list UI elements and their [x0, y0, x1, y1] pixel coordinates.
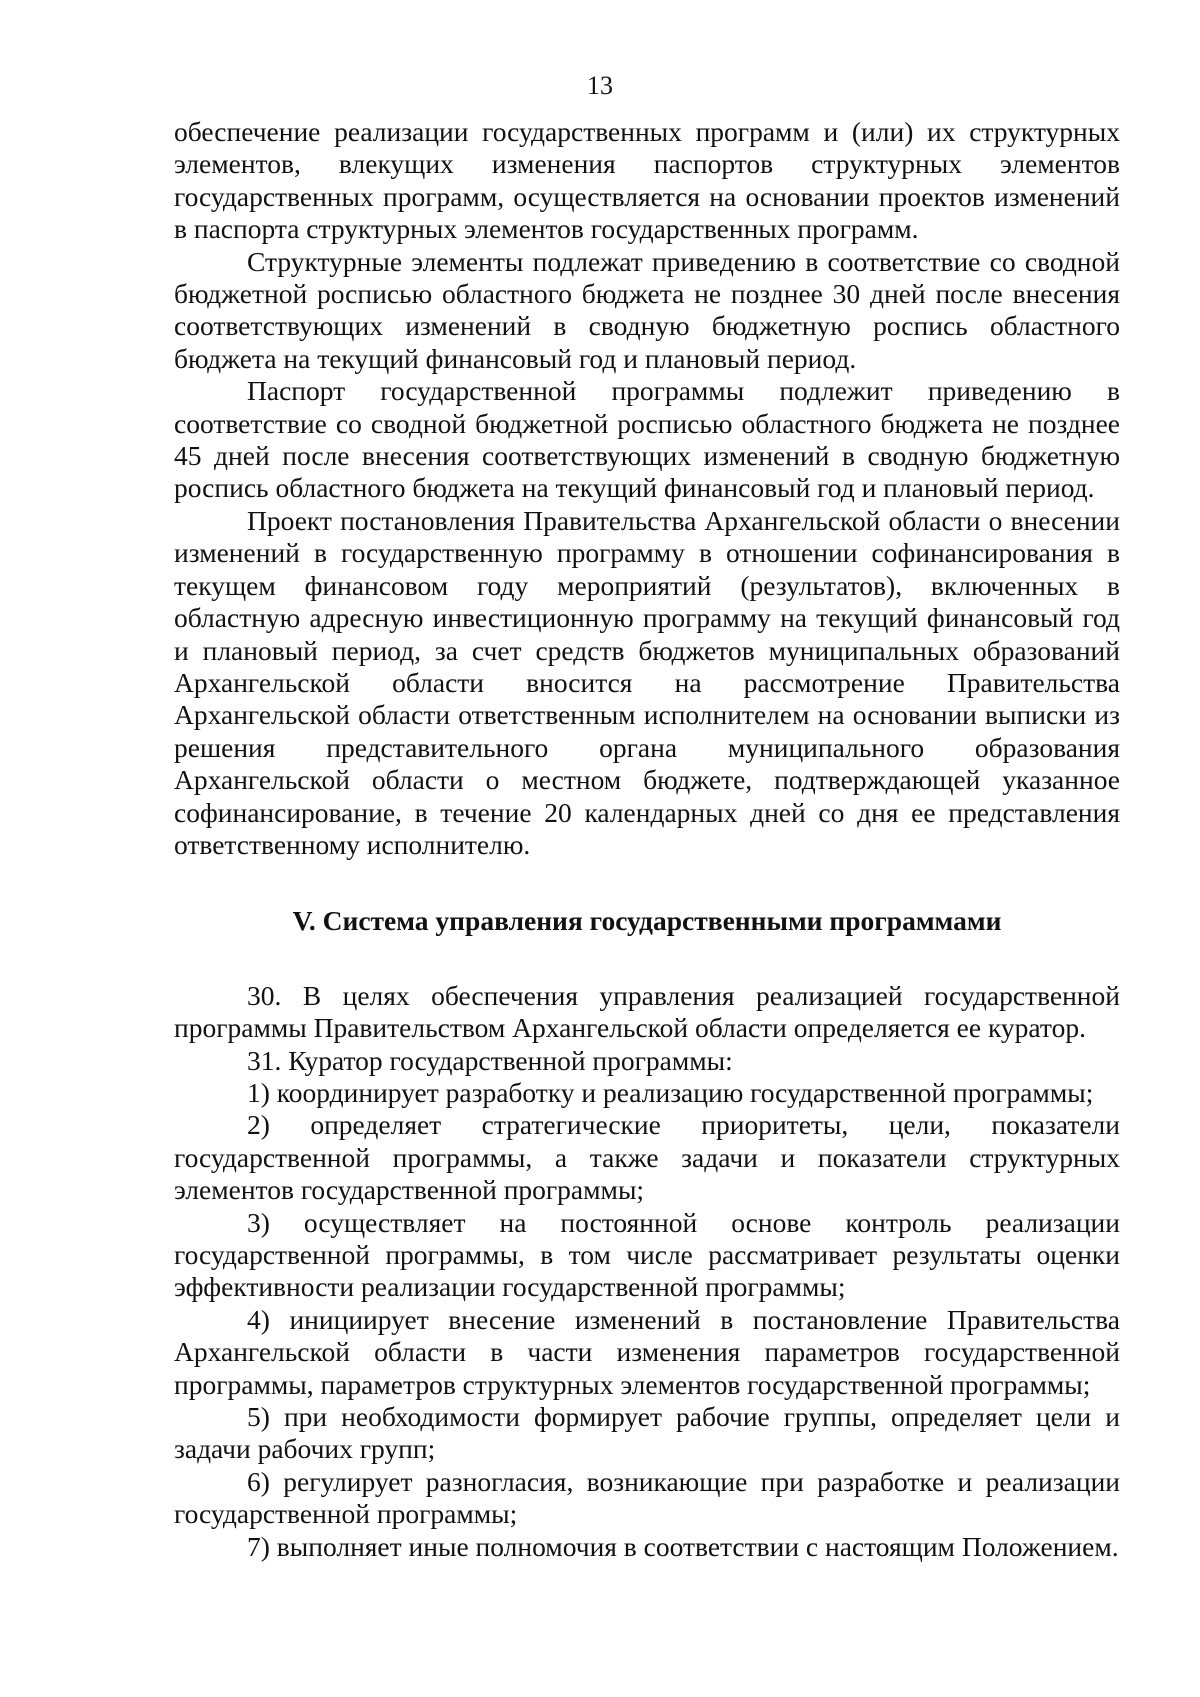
- document-body: [174, 116, 1120, 1563]
- paragraph-item-31: 31. Куратор государственной программы:: [247, 1044, 733, 1076]
- paragraph-item-30: 30. В целях обеспечения управления реализацией государственной программы Правительством Архангельской области определяется ее куратор.: [174, 979, 1120, 1044]
- page-number: 13: [587, 71, 613, 100]
- list-item-6: 6) регулирует разногласия, возникающие при разработке и реализации государственной программы;: [174, 1465, 1120, 1530]
- paragraph-program-passport: Паспорт государственной программы подлежит приведению в соответствие со сводной бюджетной росписью областного бюджета не позднее 45 дней после внесения соответствующих изменений в сводную бюджетную роспись областного бюджета на текущий финансовый год и плановый период.: [174, 375, 1120, 504]
- paragraph-continuation: обеспечение реализации государственных программ и (или) их структурных элементов, влекущих изменения паспортов структурных элементов государственных программ, осуществляется на основании проектов изменений в паспорта структурных элементов государственных программ.: [174, 116, 1120, 245]
- paragraph-structural-elements: Структурные элементы подлежат приведению в соответствие со сводной бюджетной росписью областного бюджета не позднее 30 дней после внесения соответствующих изменений в сводную бюджетную роспись областного бюджета на текущий финансовый год и плановый период.: [174, 245, 1120, 374]
- list-item-7: 7) выполняет иные полномочия в соответствии с настоящим Положением.: [247, 1530, 1119, 1562]
- list-item-1: 1) координирует разработку и реализацию государственной программы;: [247, 1076, 1094, 1108]
- list-item-5: 5) при необходимости формирует рабочие группы, определяет цели и задачи рабочих групп;: [174, 1401, 1120, 1465]
- list-item-2: 2) определяет стратегические приоритеты, цели, показатели государственной программы, а также задачи и показатели структурных элементов государственной программы;: [174, 1109, 1120, 1206]
- list-item-3: 3) осуществляет на постоянной основе контроль реализации государственной программы, в том числе рассматривает результаты оценки эффективности реализации государственной программы;: [174, 1206, 1120, 1303]
- paragraph-cofinancing-project: Проект постановления Правительства Архангельской области о внесении изменений в государственную программу в отношении софинансирования в текущем финансовом году мероприятий (результатов), включенных в областную адресную инвестиционную программу на текущий финансовый год и плановый период, за счет средств бюджетов муниципальных образований Архангельской области вносится на рассмотрение Правительства Архангельской области ответственным исполнителем на основании выписки из решения представительного органа муниципального образования Архангельской области о местном бюджете, подтверждающей указанное софинансирование, в течение 20 календарных дней со дня ее представления ответственному исполнителю.: [174, 504, 1120, 860]
- list-item-4: 4) инициирует внесение изменений в постановление Правительства Архангельской области в части изменения параметров государственной программы, параметров структурных элементов государственной программы;: [174, 1303, 1120, 1400]
- section-heading: V. Система управления государственными программами: [292, 905, 1002, 937]
